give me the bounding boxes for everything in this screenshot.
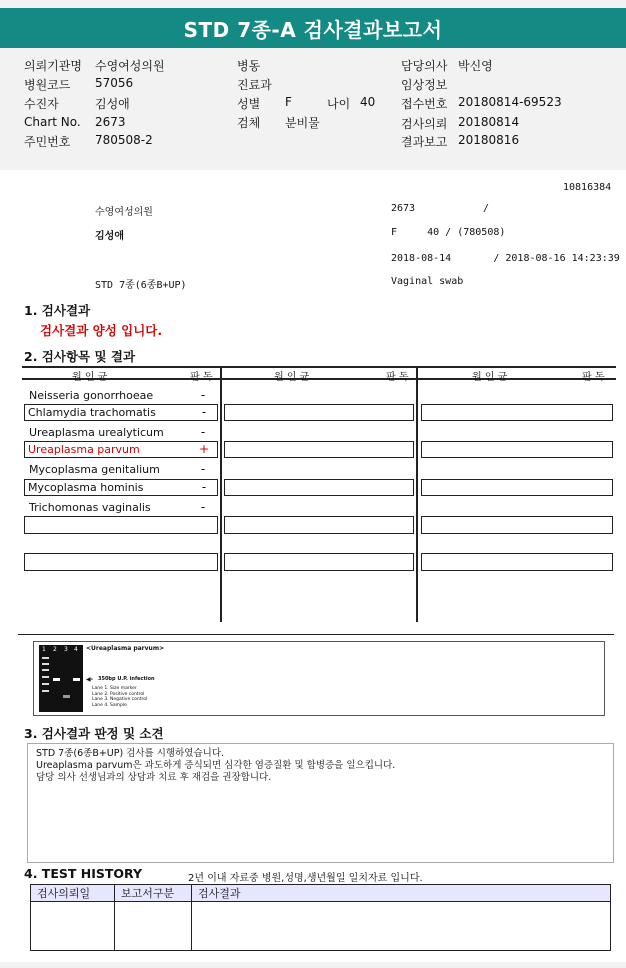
- judge-header-1: 판 독: [190, 372, 213, 383]
- header-receipt-label: 접수번호: [401, 97, 448, 111]
- header-chart-label: Chart No.: [24, 115, 81, 129]
- history-note: 2년 이내 자료중 병원,성명,생년월일 일치자료 입니다.: [188, 873, 423, 884]
- gel-band: [63, 695, 70, 698]
- result-item-4: [24, 441, 218, 458]
- header-specimen-value: 분비물: [285, 116, 320, 130]
- opinion-line: Ureaplasma parvum은 과도하게 증식되면 심각한 염증질환 및 합병증을 일으킵니다.: [36, 760, 396, 771]
- sheet-test-name: STD 7종(6종B+UP): [95, 280, 187, 291]
- sheet-dates: 2018-08-14 / 2018-08-16 14:23:39: [391, 253, 620, 264]
- history-cell: [115, 902, 192, 951]
- empty-row: [24, 553, 218, 571]
- gel-band: [73, 678, 80, 681]
- gel-band: [53, 678, 60, 681]
- history-col-report-type: 보고서구분: [115, 885, 192, 902]
- empty-row: [224, 516, 414, 534]
- header-doctor-value: 박신영: [458, 59, 493, 73]
- empty-row: [421, 516, 613, 534]
- result-item-6: [24, 479, 218, 496]
- header-hospital-label: 의뢰기관명: [24, 59, 82, 73]
- report-title: STD 7종-A 검사결과보고서: [0, 8, 626, 48]
- gel-band: [42, 683, 49, 685]
- lane-number: 2: [53, 646, 57, 653]
- grid-divider-2: [416, 366, 418, 622]
- header-patient-value: 김성애: [95, 97, 130, 111]
- results-grid-header: [22, 366, 616, 383]
- judge-value: -: [200, 388, 206, 402]
- sheet-slash: /: [483, 203, 490, 214]
- empty-row: [421, 404, 613, 421]
- judge-value: -: [200, 425, 206, 439]
- header-report-label: 결과보고: [401, 135, 448, 149]
- judge-value: -: [200, 462, 206, 476]
- gel-band: [42, 663, 49, 665]
- header-request-label: 검사의뢰: [401, 117, 448, 131]
- pathogen-name: Mycoplasma hominis: [28, 481, 144, 494]
- sheet-specimen: Vaginal swab: [391, 276, 464, 287]
- gel-image-panel: [33, 641, 605, 716]
- pathogen-header-3: 원 인 균: [472, 372, 508, 383]
- gel-band-arrow-icon: ◀-: [86, 676, 94, 683]
- result-item-3: [26, 425, 218, 442]
- result-item-1: [26, 388, 218, 405]
- empty-row: [224, 553, 414, 571]
- header-receipt-value: 20180814-69523: [458, 95, 562, 109]
- section3-heading: 3. 검사결과 판정 및 소견: [24, 726, 164, 741]
- gel-band: [42, 657, 49, 659]
- empty-row: [421, 479, 613, 496]
- history-cell: [192, 902, 611, 951]
- history-col-request-date: 검사의뢰일: [31, 885, 115, 902]
- header-sex-label: 성별: [237, 97, 261, 111]
- judge-value: -: [200, 500, 206, 514]
- opinion-line: STD 7종(6종B+UP) 검사를 시행하였습니다.: [36, 748, 225, 759]
- header-hospital-value: 수영여성의원: [95, 59, 165, 73]
- opinion-line: 담당 의사 선생님과의 상담과 치료 후 재검을 권장합니다.: [36, 772, 272, 783]
- header-hospcode-value: 57056: [95, 76, 134, 90]
- empty-row: [421, 553, 613, 571]
- pathogen-name: Ureaplasma urealyticum: [29, 426, 164, 439]
- gel-legend-item: Lane 3. Negative control: [92, 697, 148, 702]
- opinion-box: [27, 743, 614, 863]
- header-report-value: 20180816: [458, 133, 520, 147]
- pathogen-name: Chlamydia trachomatis: [28, 406, 156, 419]
- header-hospcode-label: 병원코드: [24, 78, 71, 92]
- empty-row: [421, 441, 613, 458]
- lane-number: 4: [74, 646, 78, 653]
- header-chart-value: 2673: [95, 115, 126, 129]
- table-row: [31, 902, 611, 951]
- sheet-sex-age: F 40 / (780508): [391, 227, 506, 238]
- lane-number: 3: [64, 646, 68, 653]
- gel-band: [42, 669, 49, 671]
- history-cell: [31, 902, 115, 951]
- pathogen-name: Ureaplasma parvum: [28, 443, 140, 456]
- judge-value: +: [198, 442, 210, 456]
- header-sex-value: F: [285, 95, 292, 109]
- gel-band: [42, 690, 49, 692]
- header-rrn-value: 780508-2: [95, 133, 153, 147]
- sheet-chart: 2673: [391, 203, 416, 214]
- history-table: [30, 884, 611, 951]
- result-item-2: [24, 404, 218, 421]
- gel-legend-item: Lane 2. Positive control: [92, 691, 145, 697]
- result-item-5: [26, 462, 218, 479]
- gel-electrophoresis-image: [39, 645, 83, 712]
- header-specimen-label: 검체: [237, 116, 261, 130]
- section4-heading: 4. TEST HISTORY: [24, 866, 143, 881]
- empty-row: [224, 479, 414, 496]
- document-number: 10816384: [563, 182, 612, 193]
- result-item-7: [26, 500, 218, 517]
- gel-caption: <Ureaplasma parvum>: [86, 645, 165, 652]
- section1-heading: 1. 검사결과: [24, 303, 91, 318]
- grid-divider-1: [220, 366, 222, 622]
- header-rrn-label: 주민번호: [24, 135, 71, 149]
- header-dept-label: 진료과: [237, 78, 272, 92]
- section2-heading: 2. 검사항목 및 결과: [24, 349, 136, 364]
- sheet-hospital: 수영여성의원: [95, 207, 153, 218]
- empty-row: [224, 404, 414, 421]
- header-patient-label: 수진자: [24, 97, 59, 111]
- header-age-label: 나이: [327, 97, 351, 111]
- pathogen-header-1: 원 인 균: [72, 372, 108, 383]
- judge-value: -: [201, 405, 207, 419]
- pathogen-name: Trichomonas vaginalis: [29, 501, 151, 514]
- header-request-value: 20180814: [458, 115, 520, 129]
- header-clinical-label: 임상정보: [401, 78, 448, 92]
- judge-value: -: [201, 480, 207, 494]
- history-col-result: 검사결과: [192, 885, 611, 902]
- gel-band-label: 350bp U.P. infection: [98, 676, 155, 682]
- gel-legend: [92, 686, 147, 708]
- gel-legend-item: Lane 1. Size marker: [92, 686, 137, 691]
- gel-band: [42, 676, 49, 678]
- header-doctor-label: 담당의사: [401, 59, 448, 73]
- pathogen-name: Neisseria gonorrhoeae: [29, 389, 154, 402]
- empty-row: [24, 516, 218, 534]
- header-age-value: 40: [360, 95, 376, 109]
- section-divider: [18, 634, 614, 635]
- gel-legend-item: Lane 4. Sample: [92, 702, 127, 708]
- judge-header-2: 판 독: [386, 372, 409, 383]
- header-ward-label: 병동: [237, 59, 261, 73]
- result-summary: 검사결과 양성 입니다.: [40, 323, 163, 338]
- empty-row: [224, 441, 414, 458]
- sheet-patient: 김성애: [95, 231, 124, 242]
- pathogen-header-2: 원 인 균: [274, 372, 310, 383]
- pathogen-name: Mycoplasma genitalium: [29, 463, 160, 476]
- judge-header-3: 판 독: [582, 372, 605, 383]
- lane-number: 1: [42, 646, 46, 653]
